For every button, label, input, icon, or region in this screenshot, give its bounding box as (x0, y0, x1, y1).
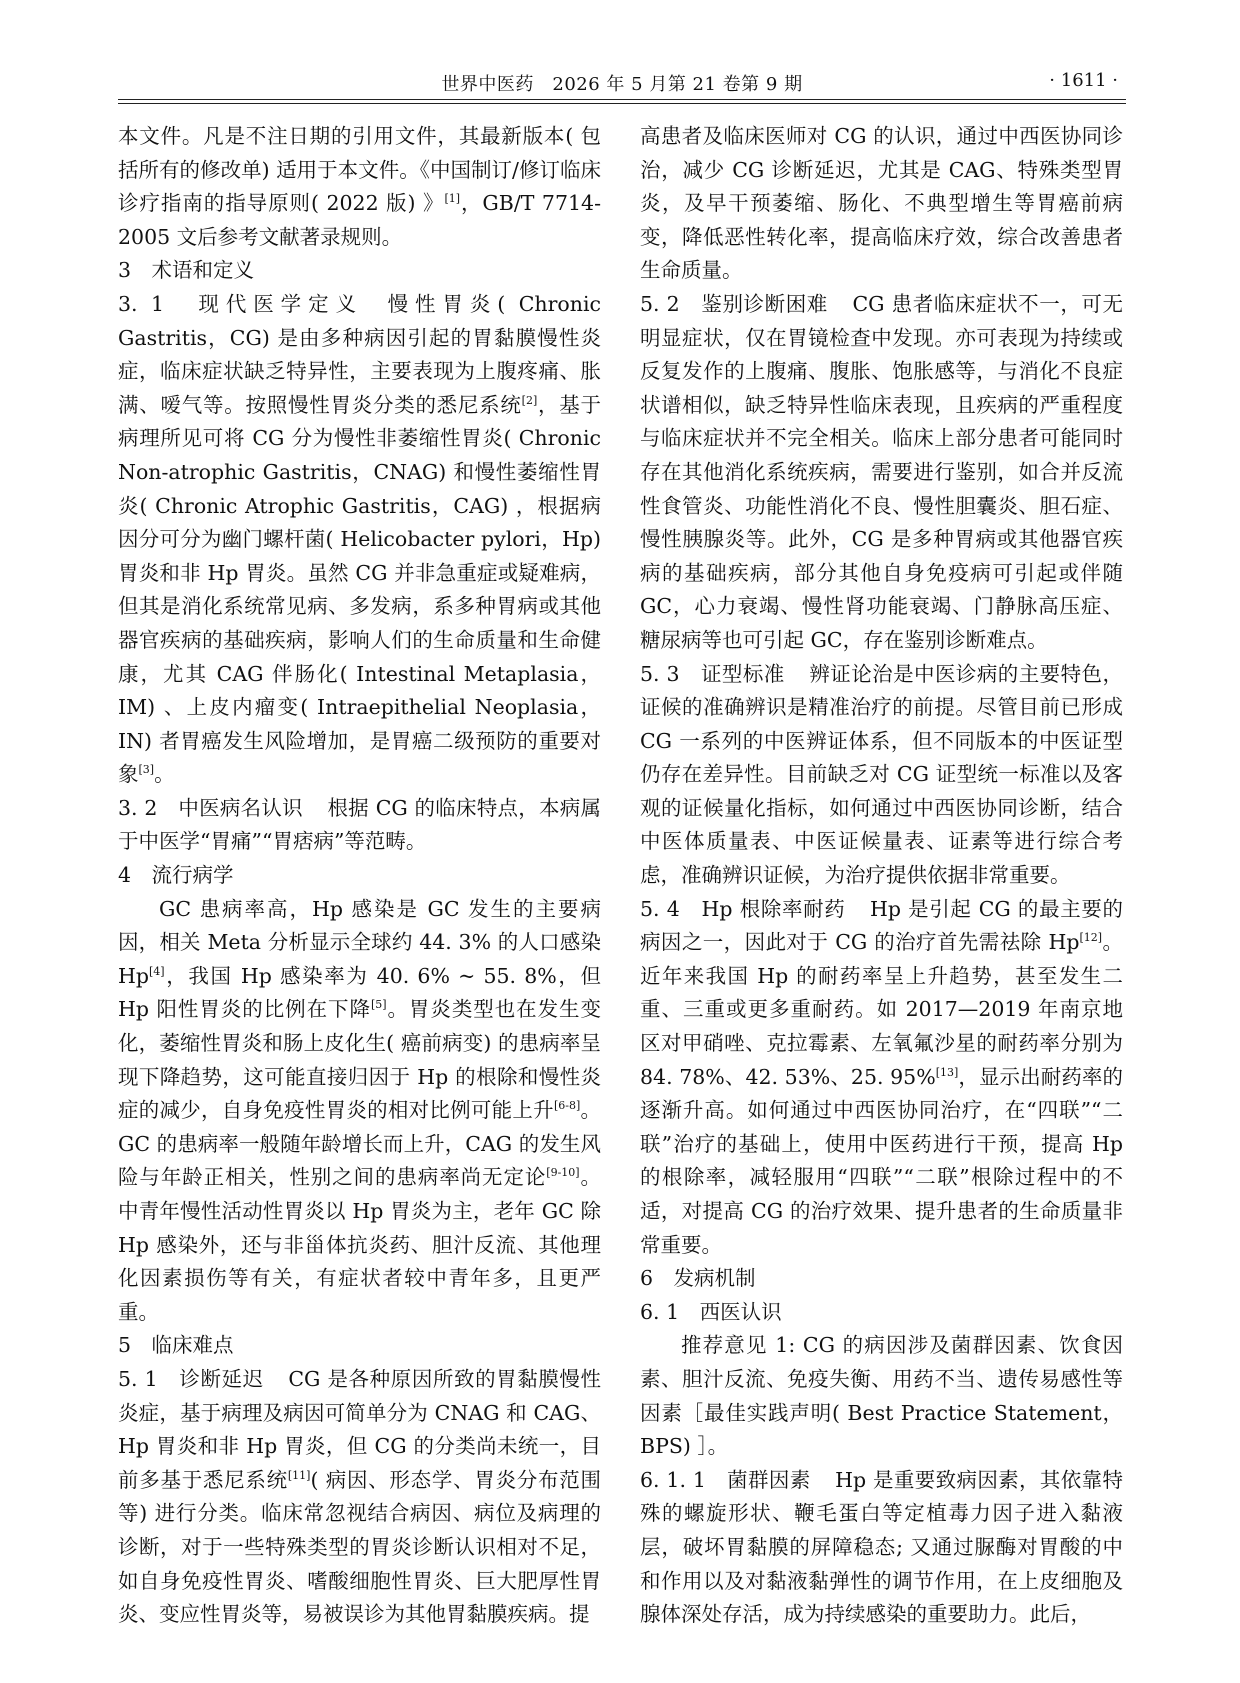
section-heading-5: 5 临床难点 (118, 1333, 234, 1358)
paragraph-5-3: 5. 3 证型标准 辨证论治是中医诊病的主要特色，证候的准确辨识是精准治疗的前提。尽管目前已形成 CG 一系列的中医辨证体系，但不同版本的中医证型仍存在差异性。目前缺乏对 CG 证型统一标准以及客观的证候量化指标，如何通过中西医协同诊断，结合中医体质量表、中医证候量表、证素等进行综合考虑，准确辨识证候，为治疗提供依据非常重要。 (640, 661, 1123, 888)
header-rule-thin (118, 103, 1126, 104)
paragraph: 高患者及临床医师对 CG 的认识，通过中西医协同诊治，减少 CG 诊断延迟，尤其是 CAG、特殊类型胃炎，及早干预萎缩、肠化、不典型增生等胃癌前病变，降低恶性转化率，提高临床疗效，综合改善患者生命质量。 (640, 124, 1123, 283)
paragraph-5-1: 5. 1 诊断延迟 CG 是各种原因所致的胃黏膜慢性炎症，基于病理及病因可简单分为 CNAG 和 CAG、Hp 胃炎和非 Hp 胃炎，但 CG 的分类尚未统一，目前多基于悉尼系统[11]( 病因、形态学、胃炎分布范围等) 进行分类。临床常忽视结合病因、病位及病理的诊断，对于一些特殊类型的胃炎诊断认识相对不足，如自身免疫性胃炎、嗜酸细胞性胃炎、巨大肥厚性胃炎、变应性胃炎等，易被误诊为其他胃黏膜疾病。提 (118, 1366, 602, 1627)
citation: [3] (138, 763, 155, 777)
paragraph-5-2: 5. 2 鉴别诊断困难 CG 患者临床症状不一，可无明显症状，仅在胃镜检查中发现。亦可表现为持续或反复发作的上腹痛、腹胀、饱胀感等，与消化不良症状谱相似，缺乏特异性临床表现，且疾病的严重程度与临床症状并不完全相关。临床上部分患者可能同时存在其他消化系统疾病，需要进行鉴别，如合并反流性食管炎、功能性消化不良、慢性胆囊炎、胆石症、慢性胰腺炎等。此外，CG 是多种胃病或其他器官疾病的基础疾病，部分其他自身免疫病可引起或伴随 GC，心力衰竭、慢性肾功能衰竭、门静脉高压症、糖尿病等也可引起 GC，存在鉴别诊断难点。 (640, 291, 1123, 652)
running-header (118, 68, 1126, 98)
section-heading-6: 6 发病机制 (640, 1266, 756, 1291)
subsection-heading: 5. 3 证型标准 (640, 661, 785, 686)
subsection-heading: 3. 2 中医病名认识 (118, 795, 303, 820)
paragraph-3-2: 3. 2 中医病名认识 根据 CG 的临床特点，本病属于中医学“胃痛”“胃痞病”等范畴。 (118, 795, 601, 854)
paragraph-4: GC 患病率高，Hp 感染是 GC 发生的主要病因，相关 Meta 分析显示全球约 44. 3% 的人口感染 Hp[4]，我国 Hp 感染率为 40. 6% ~ 55. 8%，但 Hp 阳性胃炎的比例在下降[5]。胃炎类型也在发生变化，萎缩性胃炎和肠上皮化生( 癌前病变) 的患病率呈现下降趋势，这可能直接归因于 Hp 的根除和慢性炎症的减少，自身免疫性胃炎的相对比例可能上升[6-8]。GC 的患病率一般随年龄增长而上升，CAG 的发生风险与年龄正相关，性别之间的患病率尚无定论[9-10]。中青年慢性活动性胃炎以 Hp 胃炎为主，老年 GC 除 Hp 感染外，还与非甾体抗炎药、胆汁反流、其他理化因素损伤等有关，有症状者较中青年多，且更严重。 (118, 896, 602, 1324)
citation: [9-10] (546, 1166, 580, 1180)
recommendation-1: 推荐意见 1: CG 的病因涉及菌群因素、饮食因素、胆汁反流、免疫失衡、用药不当、遗传易感性等因素［最佳实践声明( Best Practice Statement，BPS) ］。 (640, 1333, 1123, 1459)
subsection-heading: 5. 2 鉴别诊断困难 (640, 291, 828, 316)
paragraph-6-1-1: 6. 1. 1 菌群因素 Hp 是重要致病因素，其依靠特殊的螺旋形状、鞭毛蛋白等定植毒力因子进入黏液层，破坏胃黏膜的屏障稳态; 又通过脲酶对胃酸的中和作用以及对黏液黏弹性的调节作用，在上皮细胞及腺体深处存活，成为持续感染的重要助力。此后， (640, 1467, 1123, 1627)
citation: [12] (1079, 931, 1103, 945)
section-heading-6-1: 6. 1 西医认识 (640, 1299, 782, 1324)
subsection-heading: 6. 1. 1 菌群因素 (640, 1467, 811, 1492)
subsection-heading: 5. 1 诊断延迟 (118, 1366, 264, 1391)
paragraph: 本文件。凡是不注日期的引用文件，其最新版本( 包括所有的修改单) 适用于本文件。《中国制订/修订临床诊疗指南的指导原则( 2022 版) 》[1]，GB/T 7714-2005 文后参考文献著录规则。 (118, 124, 601, 249)
paragraph-5-4: 5. 4 Hp 根除率耐药 Hp 是引起 CG 的最主要的病因之一，因此对于 CG 的治疗首先需祛除 Hp[12]。近年来我国 Hp 的耐药率呈上升趋势，甚至发生二重、三重或更多重耐药。如 2017—2019 年南京地区对甲硝唑、克拉霉素、左氧氟沙星的耐药率分别为 84. 78%、42. 53%、25. 95%[13]，显示出耐药率的逐渐升高。如何通过中西医协同治疗，在“四联”“二联”治疗的基础上，使用中医药进行干预，提高 Hp 的根除率，减轻服用“四联”“二联”根除过程中的不适，对提高 CG 的治疗效果、提升患者的生命质量非常重要。 (640, 896, 1123, 1257)
subsection-heading: 5. 4 Hp 根除率耐药 (640, 896, 846, 921)
left-column (118, 120, 601, 1632)
subsection-heading: 3. 1 现代医学定义 (118, 291, 363, 316)
citation: [5] (370, 998, 387, 1012)
section-heading-3: 3 术语和定义 (118, 258, 255, 283)
citation: [2] (521, 393, 538, 407)
page-number: · 1611 · (1049, 70, 1118, 91)
journal-issue-line: 世界中医药 2026 年 5 月第 21 卷第 9 期 (441, 74, 803, 95)
citation: [13] (935, 1065, 959, 1079)
citation: [1] (444, 192, 461, 206)
citation: [11] (287, 1468, 311, 1482)
citation: [4] (149, 964, 165, 978)
citation: [6-8] (553, 1099, 581, 1113)
right-column (640, 120, 1123, 1632)
header-rule (118, 99, 1126, 100)
section-heading-4: 4 流行病学 (118, 863, 234, 888)
paragraph-3-1: 3. 1 现代医学定义 慢性胃炎( Chronic Gastritis，CG) 是由多种病因引起的胃黏膜慢性炎症，临床症状缺乏特异性，主要表现为上腹疼痛、胀满、嗳气等。按照慢性胃炎分类的悉尼系统[2]，基于病理所见可将 CG 分为慢性非萎缩性胃炎( Chronic Non-atrophic Gastritis，CNAG) 和慢性萎缩性胃炎( Chronic Atrophic Gastritis，CAG) ，根据病因分可分为幽门螺杆菌( Helicobacter pylori，Hp) 胃炎和非 Hp 胃炎。虽然 CG 并非急重症或疑难病，但其是消化系统常见病、多发病，系多种胃病或其他器官疾病的基础疾病，影响人们的生命质量和生命健康，尤其 CAG 伴肠化( Intestinal Metaplasia，IM) 、上皮内瘤变( Intraepithelial Neoplasia，IN) 者胃癌发生风险增加，是胃癌二级预防的重要对象[3]。 (118, 291, 602, 787)
